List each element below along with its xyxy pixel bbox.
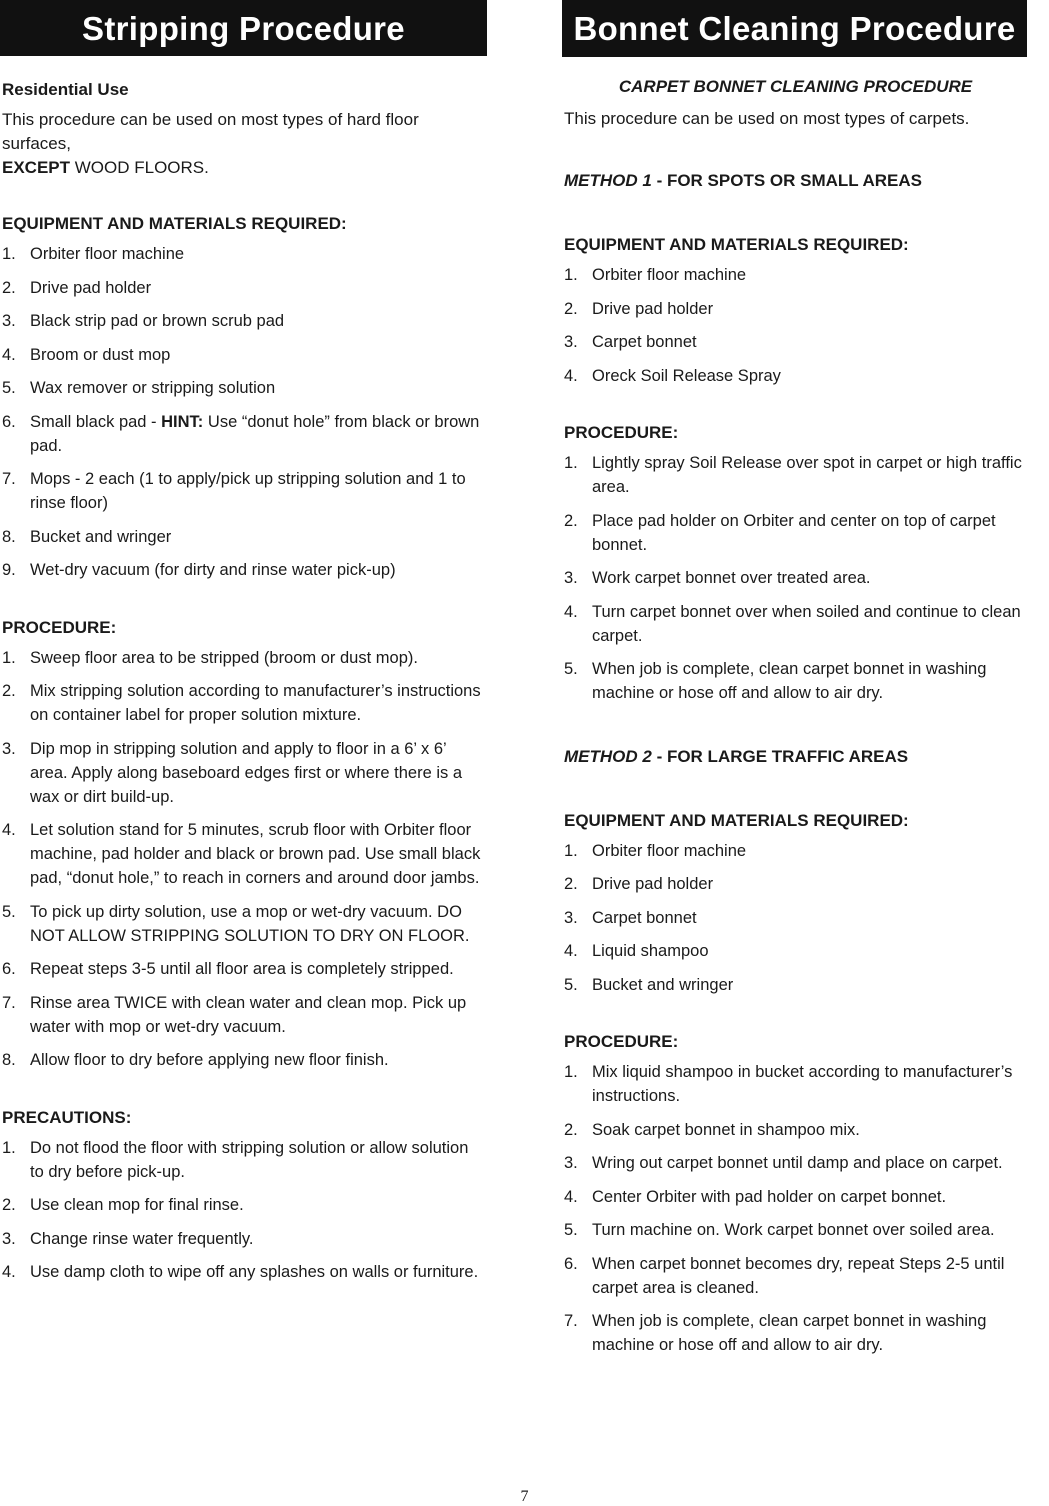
list-item: 4. Let solution stand for 5 minutes, scrub floor with Orbiter floor machine, pad holder and black or brown pad. Use small black pad, “donut hole,” to reach in corners and around door jambs. <box>2 821 481 887</box>
list-item: 2. Soak carpet bonnet in shampoo mix. <box>564 1120 860 1139</box>
list-item: 5. Bucket and wringer <box>564 975 734 994</box>
bonnet-intro: This procedure can be used on most types of carpets. <box>564 109 970 128</box>
list-item: 1. Orbiter floor machine <box>2 245 185 263</box>
intro-text: This procedure can be used on most types of hard floor surfaces, <box>2 110 419 153</box>
list-item: 2. Use clean mop for final rinse. <box>2 1196 244 1214</box>
list-item: 2. Mix stripping solution according to manufacturer’s instructions on container label for proper solution mixture. <box>2 682 481 724</box>
m2-equipment-heading: EQUIPMENT AND MATERIALS REQUIRED: <box>564 810 909 830</box>
list-item: 2. Drive pad holder <box>564 299 714 318</box>
hint-label: HINT: <box>161 412 204 431</box>
list-item: 4. Center Orbiter with pad holder on carpet bonnet. <box>564 1187 947 1206</box>
stripping-column <box>0 0 487 1294</box>
m1-equipment-heading: EQUIPMENT AND MATERIALS REQUIRED: <box>564 235 909 254</box>
list-item: 2. Drive pad holder <box>2 278 152 297</box>
list-item: 3. Change rinse water frequently. <box>2 1229 254 1248</box>
equipment-list <box>2 242 483 582</box>
list-item: 4. Oreck Soil Release Spray <box>564 366 781 385</box>
list-item: 4. Use damp cloth to wipe off any splashes on walls or furniture. <box>2 1263 479 1281</box>
list-item: 1. Lightly spray Soil Release over spot in carpet or high traffic area. <box>564 454 1022 496</box>
list-item: 7. Mops - 2 each (1 to apply/pick up stripping solution and 1 to rinse floor) <box>2 470 466 512</box>
stripping-intro <box>2 108 483 180</box>
bonnet-column <box>562 0 1027 1367</box>
list-item: 5. Turn machine on. Work carpet bonnet over soiled area. <box>564 1221 995 1239</box>
list-item: 3. Dip mop in stripping solution and apply to floor in a 6’ x 6’ area. Apply along baseboard edges first or where there is a wax or dirt build-up. <box>2 739 463 806</box>
procedure-heading: PROCEDURE: <box>2 617 117 637</box>
m1-procedure-list <box>564 451 1027 705</box>
m1-equipment-list <box>564 263 1027 388</box>
intro-rest: WOOD FLOORS. <box>70 158 209 177</box>
equipment-heading: EQUIPMENT AND MATERIALS REQUIRED: <box>2 214 347 233</box>
stripping-banner: Stripping Procedure <box>0 0 487 56</box>
method-1-label: METHOD 1 <box>564 171 652 190</box>
list-item: 3. Carpet bonnet <box>564 908 697 927</box>
list-item: 3. Black strip pad or brown scrub pad <box>2 312 285 330</box>
list-item: 2. Place pad holder on Orbiter and center on top of carpet bonnet. <box>564 511 996 554</box>
list-item: 9. Wet-dry vacuum (for dirty and rinse water pick-up) <box>2 561 396 579</box>
method-2-heading: METHOD 2 - FOR LARGE TRAFFIC AREAS <box>564 746 909 766</box>
m2-equipment-list <box>564 839 1027 997</box>
precautions-heading: PRECAUTIONS: <box>2 1107 132 1127</box>
m1-procedure-heading: PROCEDURE: <box>564 423 679 442</box>
m2-procedure-list <box>564 1060 1027 1357</box>
list-item: 3. Wring out carpet bonnet until damp and place on carpet. <box>564 1154 1003 1172</box>
residential-use-heading: Residential Use <box>2 80 129 99</box>
list-item: 1. Orbiter floor machine <box>564 266 747 284</box>
list-item: 8. Allow floor to dry before applying new floor finish. <box>2 1051 389 1069</box>
bonnet-title: CARPET BONNET CLEANING PROCEDURE <box>618 77 973 96</box>
list-item: 8. Bucket and wringer <box>2 527 172 546</box>
list-item: 5. When job is complete, clean carpet bonnet in washing machine or hose off and allow to air dry. <box>564 660 987 702</box>
list-item: 5. Wax remover or stripping solution <box>2 379 276 397</box>
list-item: 1. Mix liquid shampoo in bucket according to manufacturer’s instructions. <box>564 1063 1013 1105</box>
list-item: 6. Repeat steps 3-5 until all floor area is completely stripped. <box>2 960 454 978</box>
bonnet-banner: Bonnet Cleaning Procedure <box>562 0 1027 57</box>
list-item: 7. When job is complete, clean carpet bonnet in washing machine or hose off and allow to air dry. <box>564 1312 987 1354</box>
list-item: 2. Drive pad holder <box>564 875 714 893</box>
list-item: 7. Rinse area TWICE with clean water and clean mop. Pick up water with mop or wet-dry vacuum. <box>2 993 467 1036</box>
list-item: 1. Orbiter floor machine <box>564 841 747 860</box>
list-item: 4. Turn carpet bonnet over when soiled and continue to clean carpet. <box>564 602 1021 645</box>
list-item: 5. To pick up dirty solution, use a mop or wet-dry vacuum. DO NOT ALLOW STRIPPING SOLUTION TO DRY ON FLOOR. <box>2 902 470 945</box>
page-number: 7 <box>520 1488 529 1505</box>
list-item: 3. Work carpet bonnet over treated area. <box>564 569 871 587</box>
intro-except: EXCEPT <box>2 158 71 177</box>
m2-procedure-heading: PROCEDURE: <box>564 1032 679 1051</box>
list-item: 4. Liquid shampoo <box>564 942 709 960</box>
list-item: 3. Carpet bonnet <box>564 333 697 351</box>
precautions-list <box>2 1136 483 1285</box>
list-item: 6. When carpet bonnet becomes dry, repeat Steps 2-5 until carpet area is cleaned. <box>564 1254 1005 1297</box>
list-item: 6. Small black pad - HINT: Use “donut hole” from black or brown pad. <box>2 412 480 455</box>
procedure-list <box>2 646 483 1073</box>
list-item: 1. Do not flood the floor with stripping solution or allow solution to dry before pick-up. <box>2 1138 469 1181</box>
method-2-label: METHOD 2 <box>564 746 652 766</box>
method-1-heading: METHOD 1 - FOR SPOTS OR SMALL AREAS <box>564 171 922 190</box>
list-item: 1. Sweep floor area to be stripped (broom or dust mop). <box>2 648 418 667</box>
list-item: 4. Broom or dust mop <box>2 345 171 364</box>
